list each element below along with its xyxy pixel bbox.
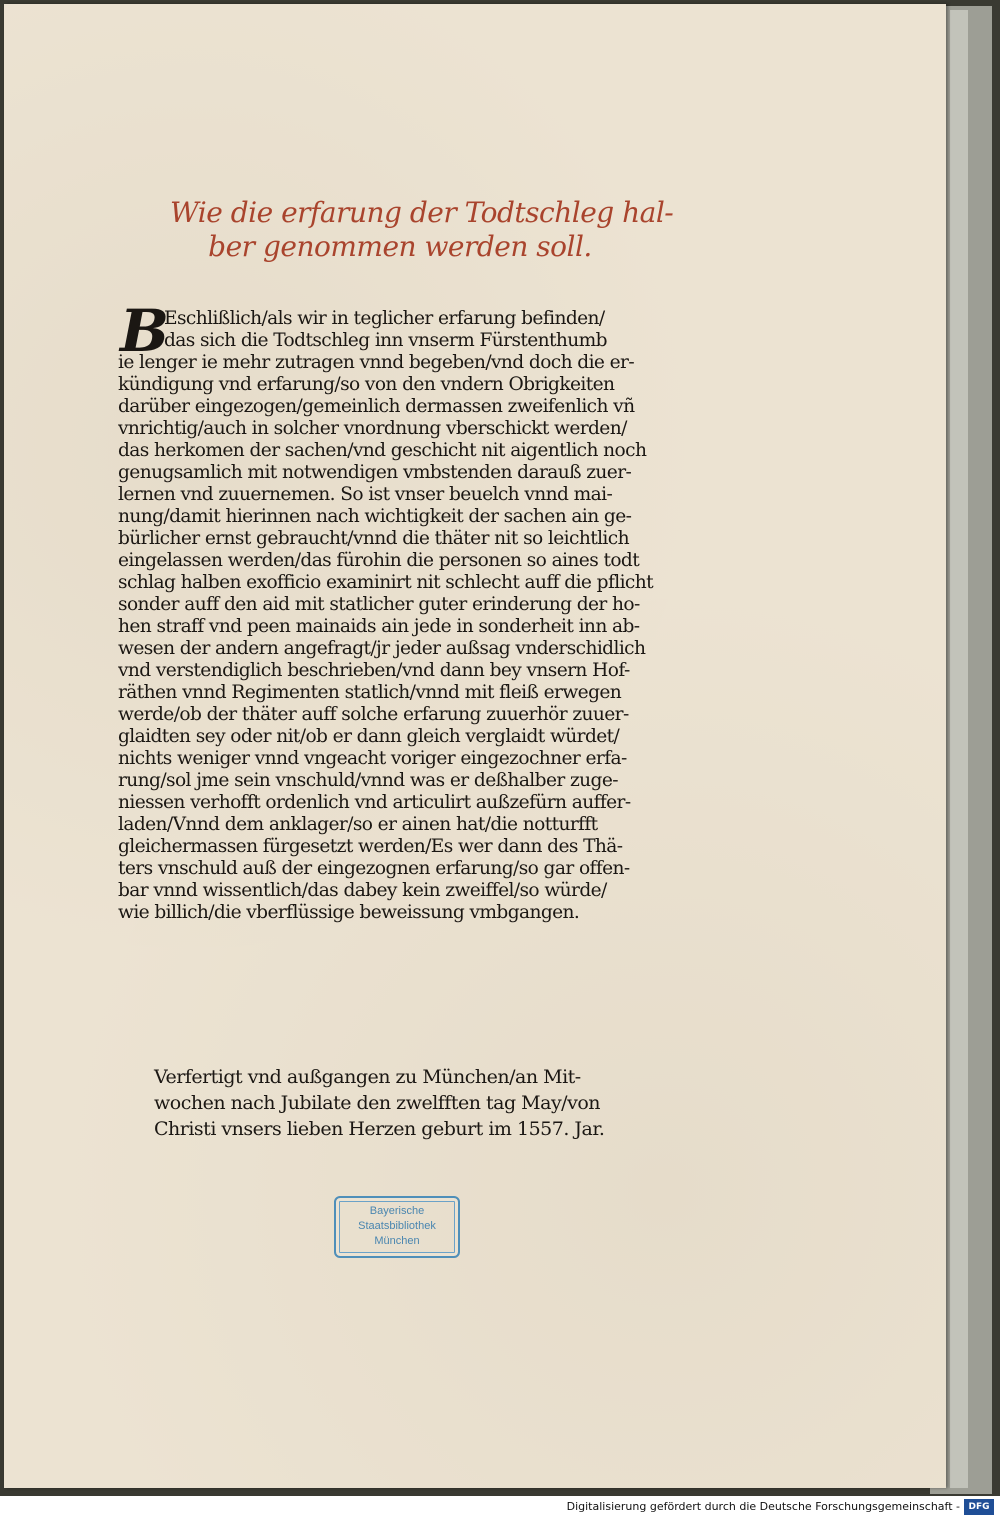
dfg-logo: DFG bbox=[964, 1499, 994, 1515]
body-line: ie lenger ie mehr zutragen vnnd begeben/vnd doch die er- bbox=[118, 352, 635, 373]
footer-bar bbox=[0, 1496, 1000, 1520]
body-line: hen straff vnd peen mainaids ain jede in sonderheit inn ab- bbox=[118, 616, 640, 637]
closing-paragraph bbox=[154, 1064, 654, 1142]
stamp-line: Bayerische bbox=[369, 1205, 425, 1217]
body-line: glaidten sey oder nit/ob er dann gleich verglaidt würdet/ bbox=[118, 726, 620, 747]
body-line: rung/sol jme sein vnschuld/vnnd was er deßhalber zuge- bbox=[118, 770, 618, 791]
body-line: kündigung vnd erfarung/so von den vndern Obrigkeiten bbox=[118, 374, 615, 395]
library-stamp bbox=[334, 1196, 460, 1258]
body-line: ters vnschuld auß der eingezognen erfarung/so gar offen- bbox=[118, 858, 630, 879]
body-line: niessen verhofft ordenlich vnd articulirt außzefürn auffer- bbox=[118, 792, 631, 813]
title-line: Wie die erfarung der Todtschleg hal- bbox=[170, 196, 674, 229]
body-line: Eschlißlich/als wir in teglicher erfarung befinden/ bbox=[164, 308, 605, 329]
closing-line: wochen nach Jubilate den zwelfften tag May/von bbox=[154, 1092, 600, 1114]
body-line: genugsamlich mit notwendigen vmbstenden darauß zuer- bbox=[118, 462, 632, 483]
stamp-line: Staatsbibliothek bbox=[358, 1220, 436, 1232]
body-line: wesen der andern angefragt/jr jeder außsag vnderschidlich bbox=[118, 638, 646, 659]
body-line: eingelassen werden/das fürohin die personen so aines todt bbox=[118, 550, 640, 571]
body-line: sonder auff den aid mit statlicher guter erinderung der ho- bbox=[118, 594, 640, 615]
body-line: bar vnnd wissentlich/das dabey kein zweiffel/so würde/ bbox=[118, 880, 607, 901]
body-line: werde/ob der thäter auff solche erfarung zuuerhör zuuer- bbox=[118, 704, 629, 725]
body-line: vnd verstendiglich beschrieben/vnd dann bey vnsern Hof- bbox=[118, 660, 630, 681]
binding-board-edge bbox=[950, 10, 968, 1488]
stamp-line: München bbox=[374, 1235, 420, 1247]
body-line: bürlicher ernst gebraucht/vnnd die thäter nit so leichtlich bbox=[118, 528, 629, 549]
body-line: räthen vnnd Regimenten statlich/vnnd mit fleiß erwegen bbox=[118, 682, 622, 703]
footer-credit: Digitalisierung gefördert durch die Deutsche Forschungsgemeinschaft - bbox=[566, 1500, 960, 1513]
closing-line: Verfertigt vnd außgangen zu München/an Mit- bbox=[154, 1066, 581, 1088]
title-line: ber genommen werden soll. bbox=[208, 230, 592, 263]
body-line: gleichermassen fürgesetzt werden/Es wer dann des Thä- bbox=[118, 836, 623, 857]
closing-line: Christi vnsers lieben Herzen geburt im 1557. Jar. bbox=[154, 1118, 605, 1140]
body-line: nichts weniger vnnd vngeacht voriger eingezochner erfa- bbox=[118, 748, 627, 769]
body-line: schlag halben exofficio examinirt nit schlecht auff die pflicht bbox=[118, 572, 653, 593]
body-line: nung/damit hierinnen nach wichtigkeit der sachen ain ge- bbox=[118, 506, 632, 527]
decorated-initial: B bbox=[120, 297, 170, 365]
body-line: das herkomen der sachen/vnd geschicht nit aigentlich noch bbox=[118, 440, 647, 461]
body-line: darüber eingezogen/gemeinlich dermassen zweifenlich vñ bbox=[118, 396, 635, 417]
body-line: lernen vnd zuuernemen. So ist vnser beuelch vnnd mai- bbox=[118, 484, 613, 505]
body-line: vnrichtig/auch in solcher vnordnung vberschickt werden/ bbox=[118, 418, 627, 439]
body-paragraph bbox=[118, 308, 674, 924]
body-line: wie billich/die vberflüssige beweissung vmbgangen. bbox=[118, 902, 580, 923]
section-title bbox=[170, 196, 674, 264]
body-line: laden/Vnnd dem anklager/so er ainen hat/die notturfft bbox=[118, 814, 598, 835]
body-line: das sich die Todtschleg inn vnserm Fürstenthumb bbox=[164, 330, 607, 351]
